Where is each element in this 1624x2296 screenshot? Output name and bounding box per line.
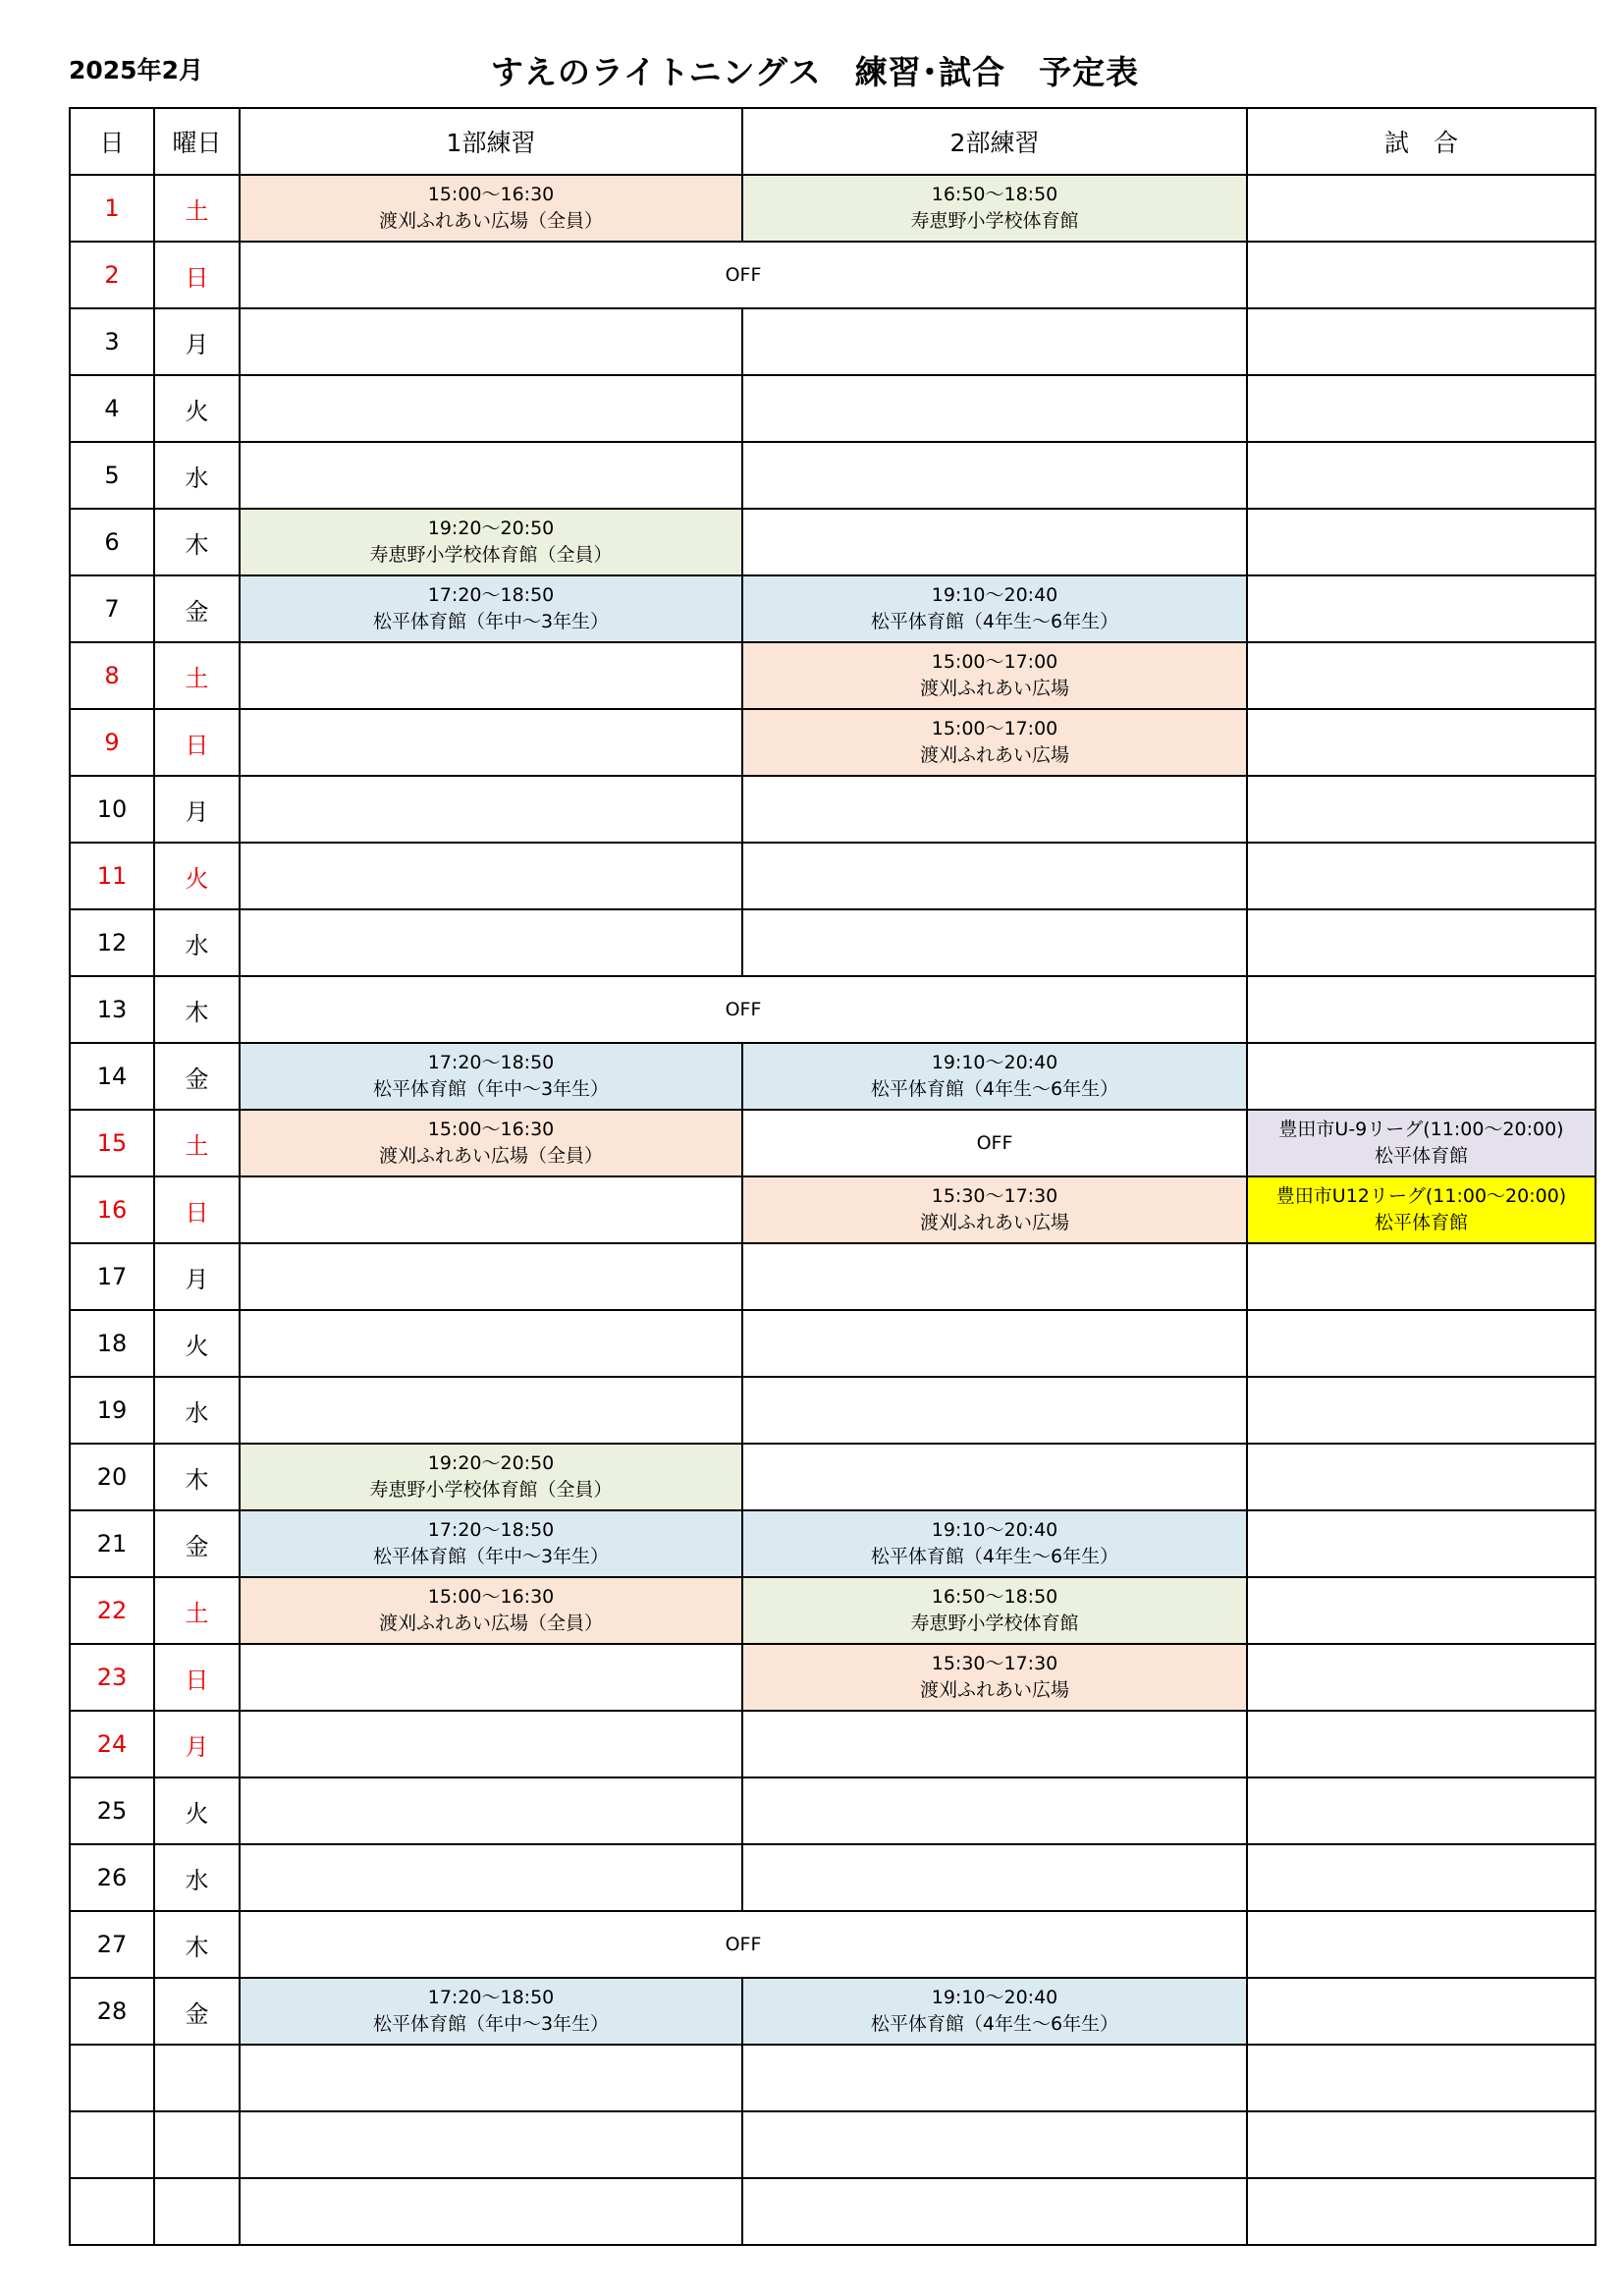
game-cell: [1247, 242, 1596, 308]
practice1-cell: [240, 1711, 742, 1777]
practice2-cell-place: 松平体育館（4年生〜6年生）: [870, 1546, 1119, 1567]
table-row: [70, 242, 1596, 308]
day-cell: 10: [70, 776, 154, 843]
schedule-table: [69, 107, 1597, 2246]
table-row: [70, 2111, 1596, 2178]
day-cell: 22: [70, 1577, 154, 1644]
day-cell: [70, 2178, 154, 2245]
practice2-cell: [742, 1110, 1247, 1176]
game-cell: [1247, 1377, 1596, 1444]
practice2-cell: [742, 843, 1247, 909]
practice1-cell: [240, 1510, 742, 1577]
practice1-cell: [240, 1978, 742, 2045]
weekday-cell: 月: [154, 1711, 240, 1777]
day-cell: 19: [70, 1377, 154, 1444]
weekday-cell: 月: [154, 1243, 240, 1310]
practice2-cell-time: 19:10〜20:40: [931, 584, 1058, 606]
practice1-cell-time: 19:20〜20:50: [427, 1452, 555, 1474]
practice1-cell: [240, 1644, 742, 1711]
practice1-cell-time: 15:00〜16:30: [427, 1586, 555, 1608]
practice2-cell: [742, 642, 1247, 709]
game-cell: [1247, 1110, 1596, 1176]
table-row: [70, 2045, 1596, 2111]
day-cell: 8: [70, 642, 154, 709]
game-cell: [1247, 2045, 1596, 2111]
weekday-cell: 月: [154, 308, 240, 375]
practice1-cell: [240, 575, 742, 642]
off-cell: OFF: [240, 242, 1247, 308]
off-cell: OFF: [240, 1911, 1247, 1978]
day-cell: 9: [70, 709, 154, 776]
practice2-cell-place: 渡刈ふれあい広場: [919, 1212, 1069, 1233]
table-row: [70, 1310, 1596, 1377]
table-row: [70, 1043, 1596, 1110]
day-cell: 28: [70, 1978, 154, 2045]
practice1-cell: [240, 442, 742, 509]
table-row: [70, 1911, 1596, 1978]
practice1-cell: [240, 1043, 742, 1110]
game-cell: [1247, 375, 1596, 442]
weekday-cell: 金: [154, 1510, 240, 1577]
day-cell: 17: [70, 1243, 154, 1310]
table-row: [70, 776, 1596, 843]
practice1-cell: [240, 375, 742, 442]
weekday-cell: 水: [154, 442, 240, 509]
day-cell: 11: [70, 843, 154, 909]
weekday-cell: 日: [154, 1176, 240, 1243]
practice2-cell: [742, 1510, 1247, 1577]
day-cell: 23: [70, 1644, 154, 1711]
practice1-cell: [240, 2178, 742, 2245]
practice2-cell: [742, 175, 1247, 242]
weekday-cell: 水: [154, 1377, 240, 1444]
table-row: [70, 1644, 1596, 1711]
game-cell: [1247, 1043, 1596, 1110]
table-row: [70, 308, 1596, 375]
practice2-cell-time: 15:30〜17:30: [931, 1185, 1058, 1207]
practice2-cell: [742, 509, 1247, 575]
game-cell-place: 松平体育館: [1374, 1212, 1468, 1233]
practice2-cell: [742, 1711, 1247, 1777]
table-row: [70, 709, 1596, 776]
practice2-cell: [742, 1243, 1247, 1310]
practice1-cell: [240, 509, 742, 575]
table-row: [70, 375, 1596, 442]
practice1-cell-place: 寿恵野小学校体育館（全員）: [369, 544, 613, 566]
weekday-cell: 火: [154, 375, 240, 442]
table-row: [70, 642, 1596, 709]
col-header-day: 日: [70, 108, 154, 175]
practice1-cell: [240, 1844, 742, 1911]
table-row: [70, 1711, 1596, 1777]
day-cell: 24: [70, 1711, 154, 1777]
practice1-cell-time: 19:20〜20:50: [427, 518, 555, 539]
practice2-cell: [742, 1644, 1247, 1711]
game-cell: [1247, 308, 1596, 375]
practice1-cell-time: 17:20〜18:50: [427, 1987, 555, 2008]
day-cell: 15: [70, 1110, 154, 1176]
game-cell: [1247, 776, 1596, 843]
practice2-cell: [742, 2045, 1247, 2111]
game-cell: [1247, 1310, 1596, 1377]
practice2-cell: [742, 2178, 1247, 2245]
practice1-cell-place: 松平体育館（年中〜3年生）: [372, 2013, 610, 2035]
table-row: [70, 1777, 1596, 1844]
weekday-cell: 土: [154, 1110, 240, 1176]
day-cell: 7: [70, 575, 154, 642]
practice1-cell: [240, 1243, 742, 1310]
practice2-cell-place: 渡刈ふれあい広場: [919, 1679, 1069, 1701]
game-cell: [1247, 1444, 1596, 1510]
game-cell: [1247, 175, 1596, 242]
day-cell: 21: [70, 1510, 154, 1577]
weekday-cell: [154, 2178, 240, 2245]
practice1-cell: [240, 642, 742, 709]
game-cell: [1247, 1711, 1596, 1777]
weekday-cell: [154, 2111, 240, 2178]
col-header-game: 試 合: [1247, 108, 1596, 175]
practice1-cell: [240, 1577, 742, 1644]
practice2-cell: [742, 1176, 1247, 1243]
practice1-cell-time: 17:20〜18:50: [427, 584, 555, 606]
page-title: すえのライトニングス 練習･試合 予定表: [490, 53, 1140, 91]
col-header-weekday: 曜日: [154, 108, 240, 175]
practice1-cell-place: 渡刈ふれあい広場（全員）: [378, 1613, 603, 1634]
practice2-cell: [742, 375, 1247, 442]
practice2-cell: [742, 1577, 1247, 1644]
table-row: [70, 1243, 1596, 1310]
table-row: [70, 1510, 1596, 1577]
day-cell: 6: [70, 509, 154, 575]
practice2-cell: [742, 1043, 1247, 1110]
practice2-cell-time: 15:00〜17:00: [931, 651, 1058, 673]
practice2-cell-time: OFF: [976, 1131, 1013, 1154]
day-cell: 1: [70, 175, 154, 242]
practice2-cell-time: 19:10〜20:40: [931, 1052, 1058, 1073]
game-cell: [1247, 642, 1596, 709]
practice2-cell-time: 16:50〜18:50: [931, 184, 1058, 205]
off-cell: OFF: [240, 976, 1247, 1043]
game-cell-place: 松平体育館: [1374, 1145, 1468, 1167]
game-cell: [1247, 1176, 1596, 1243]
table-row: [70, 976, 1596, 1043]
practice2-cell: [742, 1978, 1247, 2045]
practice1-cell: [240, 776, 742, 843]
table-row: [70, 1110, 1596, 1176]
weekday-cell: 水: [154, 909, 240, 976]
weekday-cell: 日: [154, 709, 240, 776]
practice2-cell-place: 渡刈ふれあい広場: [919, 744, 1069, 766]
practice2-cell: [742, 1310, 1247, 1377]
game-cell: [1247, 1978, 1596, 2045]
col-header-practice2: 2部練習: [742, 108, 1247, 175]
table-row: [70, 909, 1596, 976]
day-cell: 13: [70, 976, 154, 1043]
practice1-cell: [240, 308, 742, 375]
game-cell: [1247, 575, 1596, 642]
game-cell: [1247, 976, 1596, 1043]
game-cell: [1247, 2111, 1596, 2178]
day-cell: 14: [70, 1043, 154, 1110]
practice2-cell-place: 松平体育館（4年生〜6年生）: [870, 1078, 1119, 1100]
practice2-cell-place: 松平体育館（4年生〜6年生）: [870, 611, 1119, 632]
practice2-cell: [742, 709, 1247, 776]
weekday-cell: 木: [154, 976, 240, 1043]
practice1-cell-place: 松平体育館（年中〜3年生）: [372, 611, 610, 632]
header-row: [70, 108, 1596, 175]
day-cell: 5: [70, 442, 154, 509]
weekday-cell: 土: [154, 175, 240, 242]
practice1-cell: [240, 1110, 742, 1176]
practice2-cell-time: 16:50〜18:50: [931, 1586, 1058, 1608]
game-cell: [1247, 1510, 1596, 1577]
practice2-cell: [742, 575, 1247, 642]
table-row: [70, 1444, 1596, 1510]
table-row: [70, 1577, 1596, 1644]
weekday-cell: 月: [154, 776, 240, 843]
weekday-cell: 日: [154, 1644, 240, 1711]
table-row: [70, 1978, 1596, 2045]
weekday-cell: 金: [154, 1978, 240, 2045]
practice2-cell-time: 15:30〜17:30: [931, 1653, 1058, 1674]
weekday-cell: 日: [154, 242, 240, 308]
weekday-cell: 木: [154, 1911, 240, 1978]
weekday-cell: 火: [154, 1777, 240, 1844]
practice2-cell: [742, 1844, 1247, 1911]
weekday-cell: 水: [154, 1844, 240, 1911]
practice2-cell: [742, 1777, 1247, 1844]
game-cell: [1247, 442, 1596, 509]
table-row: [70, 1377, 1596, 1444]
table-row: [70, 843, 1596, 909]
day-cell: 18: [70, 1310, 154, 1377]
practice2-cell: [742, 308, 1247, 375]
day-cell: 16: [70, 1176, 154, 1243]
practice1-cell: [240, 709, 742, 776]
game-cell: [1247, 1911, 1596, 1978]
day-cell: [70, 2045, 154, 2111]
practice1-cell: [240, 909, 742, 976]
practice2-cell: [742, 1377, 1247, 1444]
weekday-cell: 木: [154, 509, 240, 575]
practice2-cell-time: 15:00〜17:00: [931, 718, 1058, 739]
practice1-cell-place: 寿恵野小学校体育館（全員）: [369, 1479, 613, 1501]
game-cell: [1247, 1777, 1596, 1844]
practice2-cell-place: 松平体育館（4年生〜6年生）: [870, 2013, 1119, 2035]
practice1-cell: [240, 1444, 742, 1510]
game-cell: [1247, 1844, 1596, 1911]
table-row: [70, 1176, 1596, 1243]
game-cell: [1247, 1243, 1596, 1310]
day-cell: 2: [70, 242, 154, 308]
day-cell: [70, 2111, 154, 2178]
practice2-cell-place: 寿恵野小学校体育館: [910, 1613, 1079, 1634]
day-cell: 3: [70, 308, 154, 375]
practice2-cell: [742, 1444, 1247, 1510]
practice2-cell-place: 渡刈ふれあい広場: [919, 678, 1069, 699]
practice1-cell: [240, 2111, 742, 2178]
table-row: [70, 2178, 1596, 2245]
table-row: [70, 509, 1596, 575]
game-cell-time: 豊田市U12リーグ(11:00〜20:00): [1275, 1185, 1567, 1207]
weekday-cell: 土: [154, 1577, 240, 1644]
table-row: [70, 1844, 1596, 1911]
practice1-cell: [240, 1176, 742, 1243]
practice1-cell-place: 渡刈ふれあい広場（全員）: [378, 210, 603, 232]
weekday-cell: 火: [154, 1310, 240, 1377]
day-cell: 4: [70, 375, 154, 442]
practice1-cell-time: 17:20〜18:50: [427, 1519, 555, 1541]
game-cell-time: 豊田市U-9リーグ(11:00〜20:00): [1278, 1119, 1564, 1140]
practice2-cell-time: 19:10〜20:40: [931, 1519, 1058, 1541]
game-cell: [1247, 843, 1596, 909]
day-cell: 26: [70, 1844, 154, 1911]
weekday-cell: 木: [154, 1444, 240, 1510]
weekday-cell: 金: [154, 575, 240, 642]
practice1-cell: [240, 1377, 742, 1444]
game-cell: [1247, 1577, 1596, 1644]
weekday-cell: 火: [154, 843, 240, 909]
practice1-cell-place: 松平体育館（年中〜3年生）: [372, 1078, 610, 1100]
practice2-cell: [742, 442, 1247, 509]
practice1-cell: [240, 1777, 742, 1844]
game-cell: [1247, 909, 1596, 976]
practice1-cell-place: 渡刈ふれあい広場（全員）: [378, 1145, 603, 1167]
practice1-cell-place: 松平体育館（年中〜3年生）: [372, 1546, 610, 1567]
table-row: [70, 175, 1596, 242]
practice2-cell-place: 寿恵野小学校体育館: [910, 210, 1079, 232]
day-cell: 25: [70, 1777, 154, 1844]
weekday-cell: 金: [154, 1043, 240, 1110]
practice1-cell: [240, 1310, 742, 1377]
practice1-cell-time: 15:00〜16:30: [427, 1119, 555, 1140]
practice1-cell-time: 15:00〜16:30: [427, 184, 555, 205]
game-cell: [1247, 509, 1596, 575]
practice1-cell: [240, 843, 742, 909]
game-cell: [1247, 1644, 1596, 1711]
practice2-cell: [742, 909, 1247, 976]
practice2-cell-time: 19:10〜20:40: [931, 1987, 1058, 2008]
day-cell: 27: [70, 1911, 154, 1978]
weekday-cell: 土: [154, 642, 240, 709]
col-header-practice1: 1部練習: [240, 108, 742, 175]
game-cell: [1247, 2178, 1596, 2245]
practice1-cell: [240, 175, 742, 242]
day-cell: 12: [70, 909, 154, 976]
month-label: 2025年2月: [69, 56, 203, 84]
game-cell: [1247, 709, 1596, 776]
weekday-cell: [154, 2045, 240, 2111]
table-row: [70, 442, 1596, 509]
practice1-cell-time: 17:20〜18:50: [427, 1052, 555, 1073]
day-cell: 20: [70, 1444, 154, 1510]
practice2-cell: [742, 776, 1247, 843]
practice2-cell: [742, 2111, 1247, 2178]
table-row: [70, 575, 1596, 642]
practice1-cell: [240, 2045, 742, 2111]
